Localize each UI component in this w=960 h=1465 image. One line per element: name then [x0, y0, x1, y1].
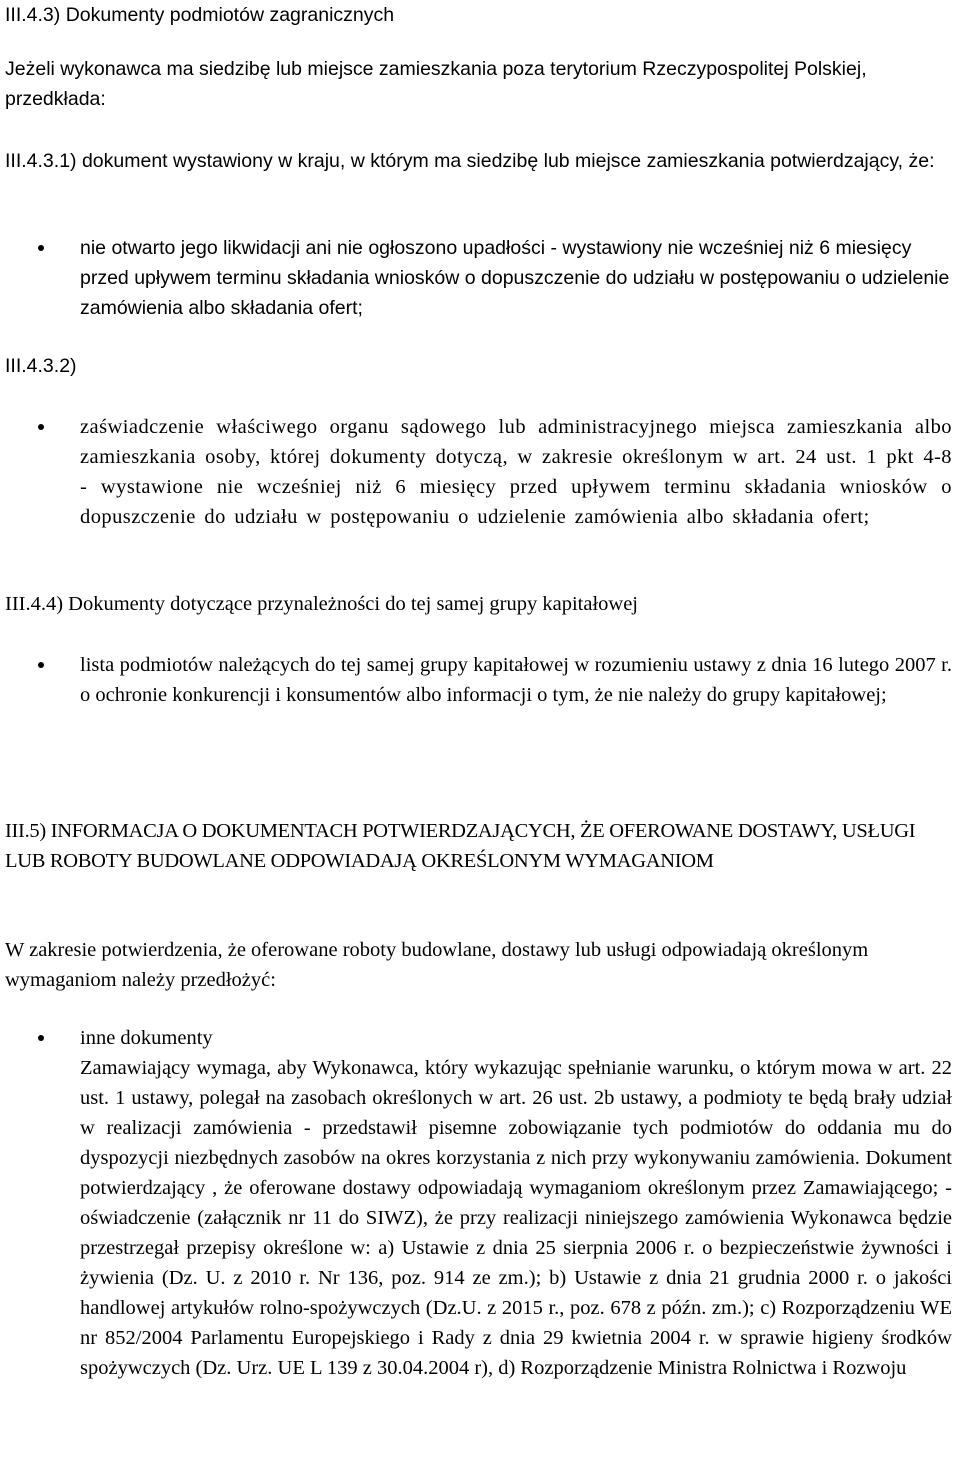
bullet-icon [38, 424, 44, 430]
section-4-4-list [0, 650, 952, 710]
subsection-4-3-1-list [0, 233, 952, 323]
list-item-text: lista podmiotów należących do tej samej grupy kapitałowej w rozumieniu ustawy z dnia 16 lutego 2007 r. o ochronie konkurencji i konsumentów albo informacji o tym, że nie należy do grupy kapitałowej; [80, 654, 952, 706]
subsection-heading-4-3-1: III.4.3.1) dokument wystawiony w kraju, w którym ma siedzibę lub miejsce zamieszkania potwierdzający, że: [5, 150, 935, 172]
bullet-icon [38, 662, 44, 668]
subsection-4-3-2-list [0, 412, 952, 532]
list-item [0, 650, 952, 710]
section-heading-4-3: III.4.3) Dokumenty podmiotów zagranicznych [5, 4, 395, 26]
subsection-heading-4-3-2: III.4.3.2) [5, 355, 77, 377]
list-item-text: zaświadczenie właściwego organu sądowego lub administracyjnego miejsca zamieszkania albo zamieszkania osoby, której dokumenty dotyczą, w zakresie określonym w art. 24 ust. 1 pkt 4-8 - wystawione nie wcześniej niż 6 miesięcy przed upływem terminu składania wniosków o dopuszczenie do udziału w postępowaniu o udzielenie zamówienia albo składania ofert; [80, 416, 952, 528]
bullet-icon [38, 245, 44, 251]
list-item-text: nie otwarto jego likwidacji ani nie ogłoszono upadłości - wystawiony nie wcześniej niż 6 miesięcy przed upływem terminu składania wniosków o dopuszczenie do udziału w postępowaniu o udzielenie zamówienia albo składania ofert; [80, 237, 950, 319]
list-item-title: inne dokumenty [80, 1027, 213, 1049]
section-5-intro: W zakresie potwierdzenia, że oferowane roboty budowlane, dostawy lub usługi odpowiadają określonym wymaganiom należy przedłożyć: [5, 939, 869, 991]
section-5-list [0, 1023, 952, 1383]
section-4-3-intro: Jeżeli wykonawca ma siedzibę lub miejsce zamieszkania poza terytorium Rzeczypospolitej Polskiej, przedkłada: [5, 58, 867, 110]
bullet-icon [38, 1035, 44, 1041]
list-item [0, 233, 952, 323]
list-item [0, 412, 952, 532]
list-item-text: Zamawiający wymaga, aby Wykonawca, który wykazując spełnianie warunku, o którym mowa w art. 22 ust. 1 ustawy, polegał na zasobach określonych w art. 26 ust. 2b ustawy, a podmioty te będą brały udział w realizacji zamówienia - przedstawił pisemne zobowiązanie tych podmiotów do oddania mu do dyspozycji niezbędnych zasobów na okres korzystania z nich przy wykonywaniu zamówienia. Dokument potwierdzający , że oferowane dostawy odpowiadają wymaganiom określonym przez Zamawiającego; - oświadczenie (załącznik nr 11 do SIWZ), że przy realizacji niniejszego zamówienia Wykonawca będzie przestrzegał przepisy określone w: a) Ustawie z dnia 25 sierpnia 2006 r. o bezpieczeństwie żywności i żywienia (Dz. U. z 2010 r. Nr 136, poz. 914 ze zm.); b) Ustawie z dnia 21 grudnia 2000 r. o jakości handlowej artykułów rolno-spożywczych (Dz.U. z 2015 r., poz. 678 z późn. zm.); c) Rozporządzeniu WE nr 852/2004 Parlamentu Europejskiego i Rady z dnia 29 kwietnia 2004 r. w sprawie higieny środków spożywczych (Dz. Urz. UE L 139 z 30.04.2004 r), d) Rozporządzenie Ministra Rolnictwa i Rozwoju [80, 1057, 952, 1379]
section-heading-4-4: III.4.4) Dokumenty dotyczące przynależności do tej samej grupy kapitałowej [5, 593, 638, 615]
list-item [0, 1023, 952, 1383]
section-heading-5: III.5) INFORMACJA O DOKUMENTACH POTWIERDZAJĄCYCH, ŻE OFEROWANE DOSTAWY, USŁUGI LUB ROBOTY BUDOWLANE ODPOWIADAJĄ OKREŚLONYM WYMAGANIOM [5, 820, 916, 872]
